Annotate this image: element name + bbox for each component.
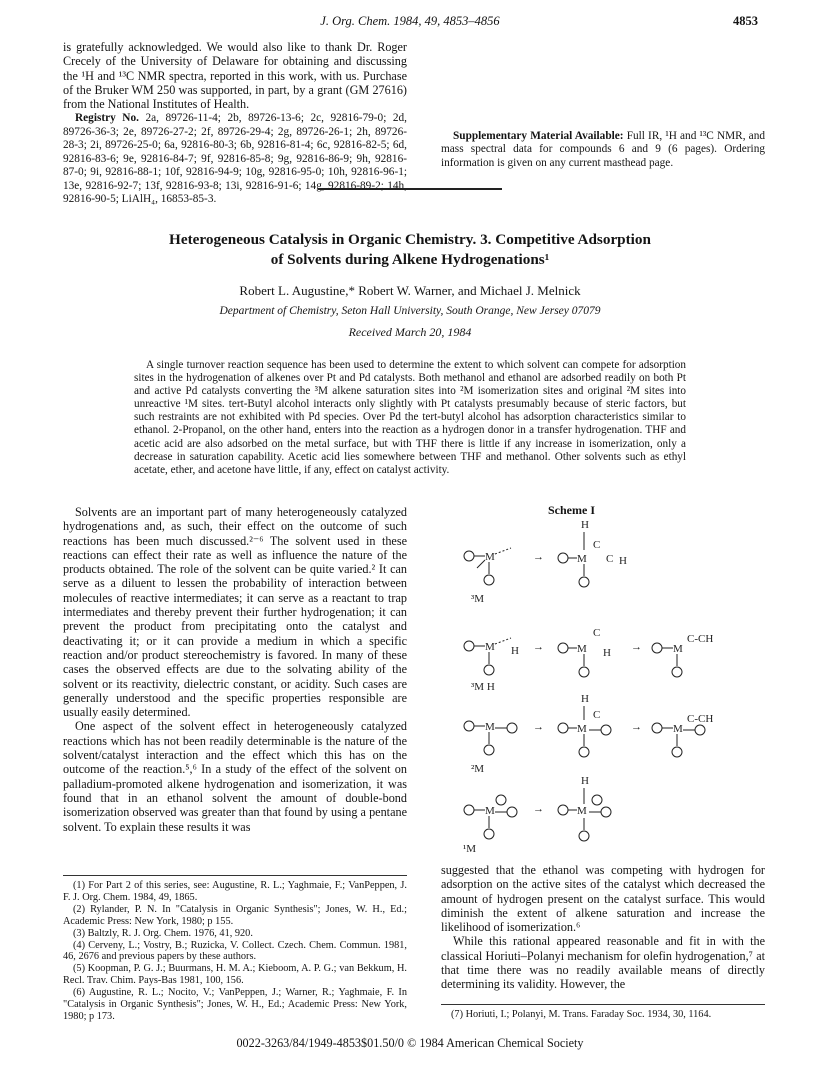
footnote-rule-left xyxy=(63,875,407,876)
footnote-7: (7) Horiuti, I.; Polanyi, M. Trans. Faraday Soc. 1934, 30, 1164. xyxy=(451,1009,712,1020)
arrow: → xyxy=(631,641,642,653)
footnote-6: (6) Augustine, R. L.; Nocito, V.; VanPeppen, J.; Warner, R.; Yaghmaie, F. In "Catalysis in Organic Synthesis"; Jones, W. H., Ed.; Academic Press: New York, 1980; p 173. xyxy=(63,987,407,1022)
abstract: A single turnover reaction sequence has been used to determine the extent to which solvent can compete for adsorption sites in the hydrogenation of alkenes over Pt and Pd catalysts. Both methanol and ethanol are adsorbed readily on both Pt and active Pd catalysts converting the ³M alkene saturation sites into ²M isomerization sites and original ²M sites into unreactive ¹M sites. tert-Butyl alcohol interacts only slightly with Pt catalysts presumably because of steric factors, but such restraints are not exhibited with Pd species. Over Pd the tert-butyl alcohol has adsorption characteristics similar to ethanol. 2-Propanol, on the other hand, enters into the reaction as a hydrogen donor in a transfer hydrogenation. THF and acetic acid are also adsorbed on the metal surface, but with THF there is little if any increase in isomerization, only a decrease in saturation capability. Acetic acid lies somewhere between THF and methanol. Other solvents such as ethyl acetate, ether, and acetone have little, if any, effect on catalyst activity. xyxy=(134,359,686,476)
site-label-3mh: ³M H xyxy=(471,681,495,693)
prev-article-right xyxy=(441,40,765,170)
right-paragraph-2: While this rational appeared reasonable and fit in with the classical Horiuti–Polanyi mechanism for olefin hydrogenation,⁷ at that time there was no readily available means of directly determining its validity. However, the xyxy=(441,934,765,992)
page-number: 4853 xyxy=(733,14,758,28)
authors: Robert L. Augustine,* Robert W. Warner, and Michael J. Melnick xyxy=(239,283,581,298)
atom-label: M xyxy=(577,643,587,655)
supplementary-text: Full IR, ¹H and ¹³C NMR, and mass spectral data for compounds 6 and 9 (6 pages). Ordering information is given on any current masthead page. xyxy=(441,130,765,169)
right-paragraph-1: suggested that the ethanol was competing with hydrogen for adsorption on the active sites of the catalyst which decreased the amount of hydrogen present on the catalyst surface. This would diminish the extent of alkene saturation and increase the likelihood of isomerization.⁶ xyxy=(441,863,765,935)
atom-label: C xyxy=(606,553,614,565)
received-date: Received March 20, 1984 xyxy=(348,325,472,339)
site-label-1m: ¹M xyxy=(463,843,477,855)
supplementary-paragraph xyxy=(441,130,765,170)
atom-label: C xyxy=(593,709,601,721)
atom-label: H xyxy=(619,555,627,567)
scheme-row-4 xyxy=(463,775,611,855)
atom-label: M xyxy=(577,723,587,735)
scheme-diagram xyxy=(441,518,765,858)
footnote-1: (1) For Part 2 of this series, see: Augustine, R. L.; Yaghmaie, F.; VanPeppen, J. F. J. Org. Chem. 1984, 49, 1865. xyxy=(63,880,407,903)
title-line-2: of Solvents during Alkene Hydrogenations¹ xyxy=(270,251,550,268)
footnote-rule-right xyxy=(441,1004,765,1005)
atom-label: C-CH xyxy=(687,713,714,725)
footnote-right xyxy=(441,1009,765,1021)
scheme-row-3 xyxy=(464,693,713,775)
atom-label: C-CH xyxy=(687,633,714,645)
affiliation: Department of Chemistry, Seton Hall University, South Orange, New Jersey 07079 xyxy=(219,305,601,317)
registry-label: Registry No. xyxy=(75,112,139,125)
atom-label: C xyxy=(593,627,601,639)
atom-label: H xyxy=(581,693,589,705)
scheme-row-2 xyxy=(464,627,713,693)
atom-label: H xyxy=(581,775,589,787)
atom-label: M xyxy=(485,805,495,817)
acknowledgment-text: is gratefully acknowledged. We would also like to thank Dr. Roger Crecely of the University of Delaware for obtaining and discussing the ¹H and ¹³C NMR spectra, reported in this work, with us. Purchase of the Bruker WM 250 was supported, in part, by a grant (GM 27616) from the National Institutes of Health. xyxy=(63,40,407,112)
arrow: → xyxy=(533,551,544,563)
scheme-row-1 xyxy=(464,519,627,605)
body-paragraph-1: Solvents are an important part of many heterogeneously catalyzed hydrogenations and, as such, their effect on the outcome of such reactions has been much discussed.²⁻⁶ The solvent used in these reactions can effect their rate as well as influence the nature of the products obtained. The role of the solvent can be quite varied.² It can serve as a diluent to lessen the probability of interaction between molecules of reactive intermediates; it can serve as a reactant to trap intermediates and thereby prevent their further hydrogenation; it can prevent the product from precipitating onto the catalyst and deactivating it; or it can provide a medium in which a specific reaction and/or product stereochemistry is favored. In many of these cases the observed effects are due to the solvating ability of the solvent or its reactivity, dielectric constant, or acidity. Such cases are generally understood and the specific properties responsible are usually easily determined. xyxy=(63,505,407,720)
registry-paragraph xyxy=(63,112,407,206)
scheme-title: Scheme I xyxy=(548,503,595,517)
site-label-2m: ²M xyxy=(471,763,485,775)
body-paragraph-2: One aspect of the solvent effect in heterogeneously catalyzed reactions which has not been readily determinable is the nature of the solvent/catalyst interaction and the effect which this has on the outcome of the reaction.⁵,⁶ In a study of the effect of the solvent on palladium-promoted alkene hydrogenation and isomerization, it was found that in an ethanol solvent the amount of double-bond isomerization observed was greater than that found by using a pentane solvent. To explain these results it was xyxy=(63,719,407,834)
atom-label: C xyxy=(593,539,601,551)
atom-label: M xyxy=(485,551,495,563)
atom-label: M xyxy=(577,805,587,817)
atom-label: M xyxy=(485,721,495,733)
atom-label: H xyxy=(511,645,519,657)
copyright-line: 0022-3263/84/1949-4853$01.50/0 © 1984 American Chemical Society xyxy=(236,1036,584,1050)
article-separator xyxy=(318,188,502,190)
site-label-3m: ³M xyxy=(471,593,485,605)
journal-citation: J. Org. Chem. 1984, 49, 4853–4856 xyxy=(320,14,500,28)
body-left-column xyxy=(63,505,407,834)
footnote-4: (4) Cerveny, L.; Vostry, B.; Ruzicka, V. Collect. Czech. Chem. Commun. 1981, 46, 2676 and previous papers by these authors. xyxy=(63,939,407,963)
atom-label: M xyxy=(485,641,495,653)
atom-label: M xyxy=(673,723,683,735)
supplementary-label: Supplementary Material Available: xyxy=(453,130,624,142)
footnote-5: (5) Koopman, P. G. J.; Buurmans, H. M. A.; Kieboom, A. P. G.; van Bekkum, H. Recl. Trav. Chim. Pays-Bas 1981, 100, 156. xyxy=(63,963,407,987)
footnote-3: (3) Baltzly, R. J. Org. Chem. 1976, 41, 920. xyxy=(73,927,253,939)
arrow: → xyxy=(533,803,544,815)
atom-label: M xyxy=(673,643,683,655)
arrow: → xyxy=(533,721,544,733)
footnotes-left xyxy=(63,880,407,1023)
atom-label: M xyxy=(577,553,587,565)
atom-label: H xyxy=(603,647,611,659)
body-right-column xyxy=(441,863,765,992)
title-line-1: Heterogeneous Catalysis in Organic Chemistry. 3. Competitive Adsorption xyxy=(169,231,651,248)
article-title xyxy=(60,230,760,270)
registry-text: 2a, 89726-11-4; 2b, 89726-13-6; 2c, 92816-79-0; 2d, 89726-36-3; 2e, 89726-27-2; 2f, 89726-29-4; 2g, 89726-26-1; 2h, 89726-28-3; 2i, 89726-25-0; 6a, 92816-80-3; 6b, 92816-81-4; 6c, 92816-82-5; 6d, 92816-83-6; 9e, 92816-84-7; 9f, 92816-85-8; 9g, 92816-86-9; 9h, 92816-87-0; 9i, 92816-88-1; 10f, 92816-94-9; 10g, 92816-95-0; 10h, 92816-96-1; 13e, 92816-92-7; 13f, 92816-93-8; 13i, 92816-91-6; 14g, 92816-89-2; 14h, 92816-90-5; LiAlH₄, 16853-85-3. xyxy=(63,112,407,205)
arrow: → xyxy=(533,641,544,653)
prev-article-left xyxy=(63,40,407,206)
footnote-2: (2) Rylander, P. N. In "Catalysis in Organic Synthesis"; Jones, W. H., Ed.; Academic Press: New York, 1980; p 155. xyxy=(63,903,407,927)
atom-label: H xyxy=(581,519,589,531)
arrow: → xyxy=(631,721,642,733)
